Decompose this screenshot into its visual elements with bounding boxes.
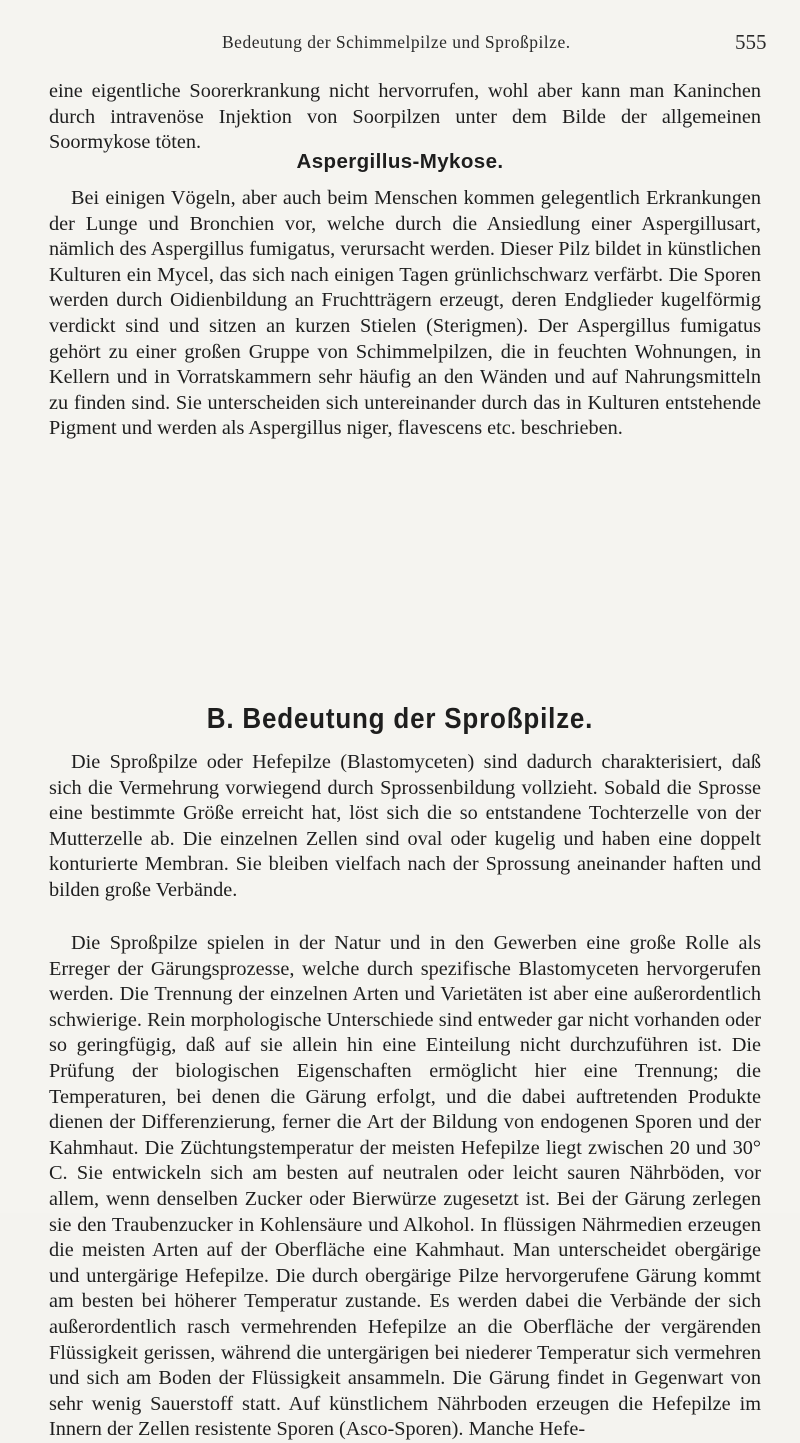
section-b-paragraph-2: Die Sproßpilze spielen in der Natur und in den Gewerben eine große Rolle als Erreger der Gärungsprozesse, welche durch spezifische Blastomyceten hervorgerufen werden. Die Trennung der einzelnen Arten und Varietäten ist aber eine außerordentlich schwierige. Rein morphologische Unterschiede sind entweder gar nicht vorhanden oder so geringfügig, daß auf sie allein hin eine Einteilung nicht durchzuführen ist. Die Prüfung der biologischen Eigenschaften ermöglicht hier eine Trennung; die Temperaturen, bei denen die Gärung erfolgt, und die dabei auftretenden Produkte dienen der Differenzierung, ferner die Art der Bildung von endogenen Sporen und der Kahmhaut. Die Züchtungstemperatur der meisten Hefepilze liegt zwischen 20 und 30° C. Sie entwickeln sich am besten auf neutralen oder leicht sauren Nährböden, vor allem, wenn denselben Zucker oder Bierwürze zugesetzt ist. Bei der Gärung zerlegen sie den Traubenzucker in Kohlensäure und Alkohol. In flüssigen Nährmedien erzeugen die meisten Arten auf der Oberfläche eine Kahmhaut. Man unterscheidet obergärige und untergärige Hefepilze. Die durch obergärige Pilze hervorgerufene Gärung kommt am besten bei höherer Temperatur zustande. Es werden dabei die Verbände der sich außerordentlich rasch vermehrenden Hefepilze an die Oberfläche der vergärenden Flüssigkeit gerissen, während die untergärigen bei niederer Temperatur sich vermehren und sich am Boden der Flüssigkeit ansammeln. Die Gärung findet in Gegenwart von sehr wenig Sauerstoff statt. Auf künstlichem Nährboden erzeugen die Hefepilze im Innern der Zellen resistente Sporen (Asco-Sporen). Manche Hefe-: [49, 932, 761, 1441]
page-number: 555: [735, 30, 767, 54]
aspergillus-heading: Aspergillus-Mykose.: [296, 150, 504, 173]
section-b-paragraph-1: Die Sproßpilze oder Hefepilze (Blastomyceten) sind dadurch charakterisiert, daß sich die Vermehrung vorwiegend durch Sprossenbildung vollzieht. Sobald die Sprosse eine bestimmte Größe erreicht hat, löst sich die so entstandene Tochterzelle von der Mutterzelle ab. Die einzelnen Zellen sind oval oder kugelig und haben eine doppelt konturierte Membran. Sie bleiben vielfach nach der Sprossung aneinander haften und bilden große Verbände.: [49, 751, 761, 901]
section-b-heading: B. Bedeutung der Sproßpilze.: [206, 701, 594, 735]
section-b-paragraph-2-block: [49, 931, 761, 1443]
aspergillus-paragraph: Bei einigen Vögeln, aber auch beim Menschen kommen gelegentlich Erkrankungen der Lunge und Bronchien vor, welche durch die Ansiedlung einer Aspergillusart, nämlich des Aspergillus fumigatus, verursacht werden. Dieser Pilz bildet in künstlichen Kulturen ein Mycel, das sich nach einigen Tagen grünlichschwarz verfärbt. Die Sporen werden durch Oidienbildung an Fruchtträgern erzeugt, deren Endglieder kugelförmig verdickt sind und sitzen an kurzen Stielen (Sterigmen). Der Aspergillus fumigatus gehört zu einer großen Gruppe von Schimmelpilzen, die in feuchten Wohnungen, in Kellern und in Vorratskammern sehr häufig an den Wänden und auf Nahrungsmitteln zu finden sind. Sie unterscheiden sich untereinander durch das in Kulturen entstehende Pigment und werden als Aspergillus niger, flavescens etc. beschrieben.: [49, 187, 761, 440]
section-b-paragraph-1-block: [49, 750, 761, 904]
intro-paragraph: eine eigentliche Soorerkrankung nicht hervorrufen, wohl aber kann man Kaninchen durch intravenöse Injektion von Soorpilzen unter dem Bilde der allgemeinen Soormykose töten.: [49, 80, 761, 154]
running-title: Bedeutung der Schimmelpilze und Sproßpilze.: [222, 32, 571, 52]
aspergillus-paragraph-block: [49, 186, 761, 442]
running-head: [0, 26, 800, 54]
intro-paragraph-block: [49, 79, 761, 156]
